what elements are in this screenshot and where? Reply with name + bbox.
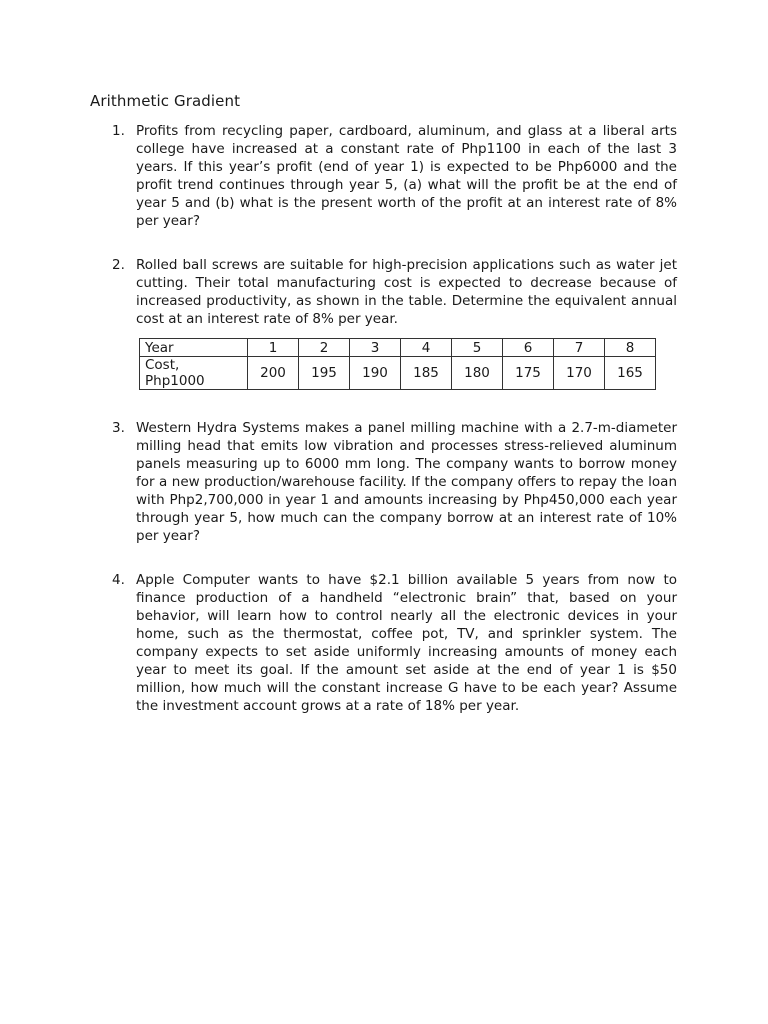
cost-table bbox=[139, 338, 656, 390]
table-row-cost bbox=[140, 357, 656, 390]
cost-header-line1: Cost, bbox=[145, 357, 180, 373]
problem-4 bbox=[112, 571, 677, 715]
problem-text: Western Hydra Systems makes a panel milling machine with a 2.7-m-diameter milling head that emits low vibration and processes stress-relieved aluminum panels measuring up to 6000 mm long. The company wants to borrow money for a new production/warehouse facility. If the company offers to repay the loan with Php2,700,000 in year 1 and amounts increasing by Php450,000 each year through year 5, how much can the company borrow at an interest rate of 10% per year? bbox=[136, 420, 677, 544]
year-cell: 4 bbox=[401, 339, 452, 357]
document-title: Arithmetic Gradient bbox=[90, 92, 241, 110]
problem-number: 1. bbox=[112, 123, 125, 139]
problem-2 bbox=[112, 256, 677, 328]
problem-3 bbox=[112, 419, 677, 545]
cost-cell: 195 bbox=[299, 357, 350, 390]
cost-cell: 175 bbox=[503, 357, 554, 390]
cost-cell: 200 bbox=[248, 357, 299, 390]
year-cell: 2 bbox=[299, 339, 350, 357]
table-row-year bbox=[140, 339, 656, 357]
year-cell: 8 bbox=[605, 339, 656, 357]
cost-cell: 170 bbox=[554, 357, 605, 390]
year-cell: 7 bbox=[554, 339, 605, 357]
problem-text: Profits from recycling paper, cardboard, aluminum, and glass at a liberal arts college have increased at a constant rate of Php1100 in each of the last 3 years. If this year’s profit (end of year 1) is expected to be Php6000 and the profit trend continues through year 5, (a) what will the profit be at the end of year 5 and (b) what is the present worth of the profit at an interest rate of 8% per year? bbox=[136, 123, 677, 229]
cost-cell: 180 bbox=[452, 357, 503, 390]
problem-text: Apple Computer wants to have $2.1 billion available 5 years from now to finance production of a handheld “electronic brain” that, based on your behavior, will learn how to control nearly all the electronic devices in your home, such as the thermostat, coffee pot, TV, and sprinkler system. The company expects to set aside uniformly increasing amounts of money each year to meet its goal. If the amount set aside at the end of year 1 is $50 million, how much will the constant increase G have to be each year? Assume the investment account grows at a rate of 18% per year. bbox=[136, 572, 677, 714]
cost-cell: 165 bbox=[605, 357, 656, 390]
problem-text: Rolled ball screws are suitable for high-precision applications such as water jet cutting. Their total manufacturing cost is expected to decrease because of increased productivity, as shown in the table. Determine the equivalent annual cost at an interest rate of 8% per year. bbox=[136, 257, 677, 327]
cost-cell: 185 bbox=[401, 357, 452, 390]
problem-number: 4. bbox=[112, 572, 125, 588]
year-cell: 6 bbox=[503, 339, 554, 357]
year-header-cell: Year bbox=[140, 339, 248, 357]
problem-1 bbox=[112, 122, 677, 230]
cost-header-cell bbox=[140, 357, 248, 390]
year-cell: 5 bbox=[452, 339, 503, 357]
cost-cell: 190 bbox=[350, 357, 401, 390]
year-cell: 3 bbox=[350, 339, 401, 357]
problem-number: 3. bbox=[112, 420, 125, 436]
cost-header-line2: Php1000 bbox=[145, 373, 205, 389]
problem-number: 2. bbox=[112, 257, 125, 273]
year-cell: 1 bbox=[248, 339, 299, 357]
